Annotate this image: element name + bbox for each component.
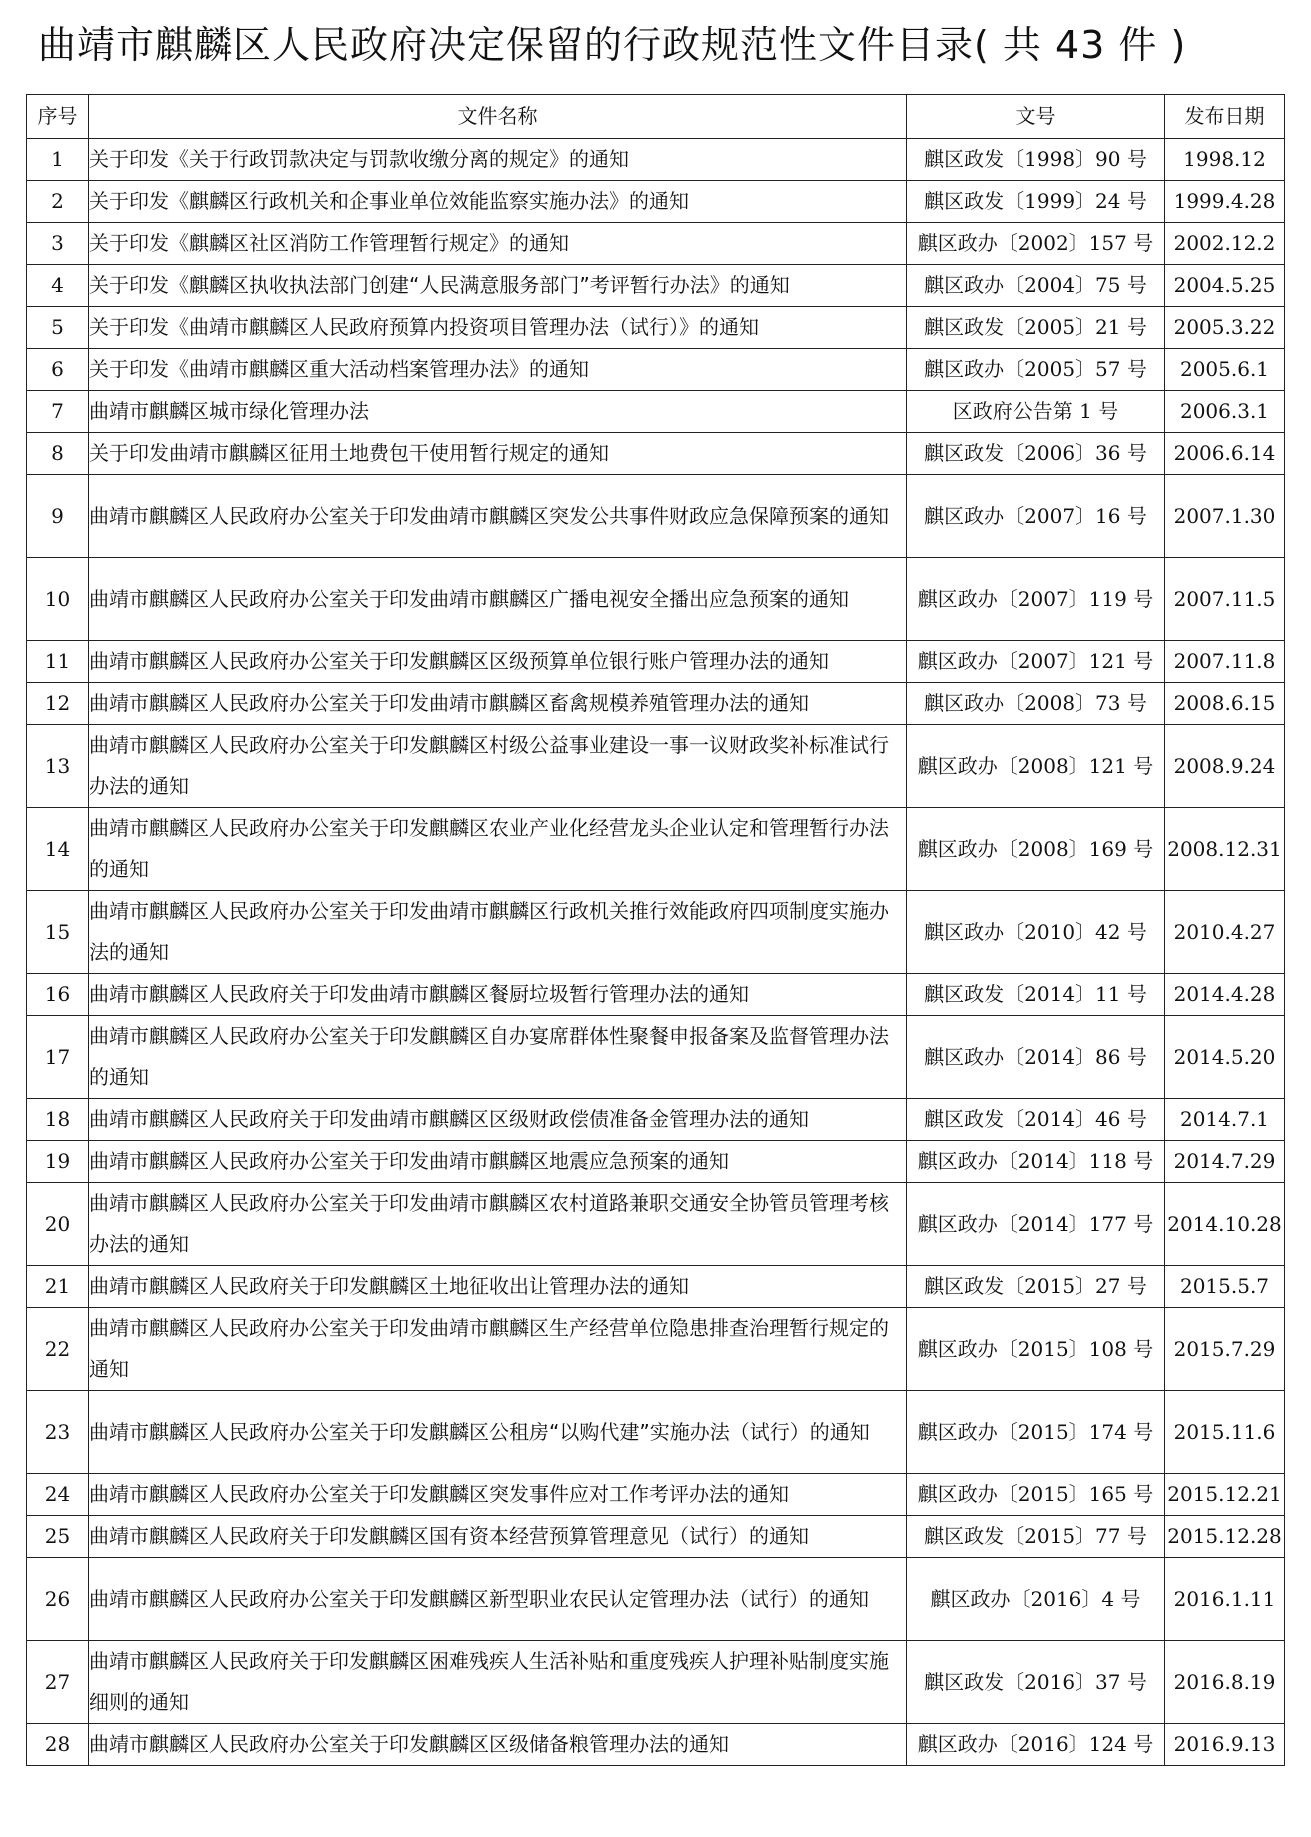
table-row [27,1474,1285,1516]
row-doc-number: 麒区政办〔2015〕174 号 [907,1391,1165,1474]
table-row [27,1183,1285,1266]
table-header-row [27,95,1285,139]
table-row [27,265,1285,307]
table-row [27,223,1285,265]
row-date: 2015.11.6 [1165,1391,1285,1474]
row-seq: 12 [27,683,89,725]
table-row [27,641,1285,683]
row-seq: 10 [27,558,89,641]
row-doc-number: 麒区政发〔1998〕90 号 [907,139,1165,181]
row-file-name: 曲靖市麒麟区人民政府办公室关于印发曲靖市麒麟区生产经营单位隐患排查治理暂行规定的通知 [89,1308,907,1391]
row-doc-number: 麒区政办〔2002〕157 号 [907,223,1165,265]
header-name: 文件名称 [89,95,907,139]
row-file-name: 曲靖市麒麟区人民政府办公室关于印发麒麟区突发事件应对工作考评办法的通知 [89,1474,907,1516]
row-date: 2014.5.20 [1165,1016,1285,1099]
row-seq: 21 [27,1266,89,1308]
row-date: 2008.6.15 [1165,683,1285,725]
table-body [27,139,1285,1766]
row-file-name: 曲靖市麒麟区人民政府办公室关于印发麒麟区公租房“以购代建”实施办法（试行）的通知 [89,1391,907,1474]
row-seq: 5 [27,307,89,349]
table-row [27,433,1285,475]
row-doc-number: 麒区政发〔2014〕46 号 [907,1099,1165,1141]
row-seq: 24 [27,1474,89,1516]
row-date: 2007.11.8 [1165,641,1285,683]
row-file-name: 曲靖市麒麟区人民政府关于印发麒麟区困难残疾人生活补贴和重度残疾人护理补贴制度实施细则的通知 [89,1641,907,1724]
row-file-name: 曲靖市麒麟区人民政府办公室关于印发曲靖市麒麟区畜禽规模养殖管理办法的通知 [89,683,907,725]
row-file-name: 曲靖市麒麟区人民政府关于印发曲靖市麒麟区区级财政偿债准备金管理办法的通知 [89,1099,907,1141]
row-file-name: 曲靖市麒麟区人民政府办公室关于印发麒麟区区级储备粮管理办法的通知 [89,1724,907,1766]
row-date: 2006.3.1 [1165,391,1285,433]
row-doc-number: 麒区政发〔2005〕21 号 [907,307,1165,349]
header-seq: 序号 [27,95,89,139]
row-seq: 25 [27,1516,89,1558]
row-seq: 14 [27,808,89,891]
row-file-name: 曲靖市麒麟区人民政府关于印发曲靖市麒麟区餐厨垃圾暂行管理办法的通知 [89,974,907,1016]
table-row [27,1308,1285,1391]
row-seq: 7 [27,391,89,433]
row-date: 2007.11.5 [1165,558,1285,641]
row-file-name: 曲靖市麒麟区人民政府关于印发麒麟区国有资本经营预算管理意见（试行）的通知 [89,1516,907,1558]
row-doc-number: 麒区政办〔2008〕73 号 [907,683,1165,725]
row-date: 1999.4.28 [1165,181,1285,223]
row-doc-number: 麒区政办〔2005〕57 号 [907,349,1165,391]
row-file-name: 关于印发《关于行政罚款决定与罚款收缴分离的规定》的通知 [89,139,907,181]
header-date: 发布日期 [1165,95,1285,139]
row-date: 2008.12.31 [1165,808,1285,891]
row-seq: 22 [27,1308,89,1391]
row-doc-number: 麒区政办〔2015〕165 号 [907,1474,1165,1516]
row-doc-number: 麒区政办〔2014〕86 号 [907,1016,1165,1099]
row-seq: 15 [27,891,89,974]
row-doc-number: 麒区政办〔2008〕121 号 [907,725,1165,808]
table-row [27,725,1285,808]
row-file-name: 关于印发《麒麟区执收执法部门创建“人民满意服务部门”考评暂行办法》的通知 [89,265,907,307]
table-row [27,974,1285,1016]
row-doc-number: 麒区政办〔2014〕118 号 [907,1141,1165,1183]
row-date: 1998.12 [1165,139,1285,181]
row-seq: 3 [27,223,89,265]
table-row [27,307,1285,349]
row-seq: 13 [27,725,89,808]
document-list-table [26,94,1285,1766]
row-seq: 23 [27,1391,89,1474]
row-file-name: 曲靖市麒麟区人民政府办公室关于印发曲靖市麒麟区农村道路兼职交通安全协管员管理考核办法的通知 [89,1183,907,1266]
header-docno: 文号 [907,95,1165,139]
table-row [27,475,1285,558]
row-file-name: 关于印发《曲靖市麒麟区人民政府预算内投资项目管理办法（试行）》的通知 [89,307,907,349]
row-file-name: 曲靖市麒麟区人民政府办公室关于印发曲靖市麒麟区地震应急预案的通知 [89,1141,907,1183]
row-file-name: 曲靖市麒麟区人民政府办公室关于印发麒麟区农业产业化经营龙头企业认定和管理暂行办法的通知 [89,808,907,891]
row-doc-number: 麒区政办〔2007〕119 号 [907,558,1165,641]
row-seq: 4 [27,265,89,307]
table-row [27,391,1285,433]
row-date: 2015.5.7 [1165,1266,1285,1308]
table-row [27,1099,1285,1141]
row-date: 2016.1.11 [1165,1558,1285,1641]
row-doc-number: 区政府公告第 1 号 [907,391,1165,433]
table-row [27,1558,1285,1641]
row-doc-number: 麒区政发〔1999〕24 号 [907,181,1165,223]
row-seq: 8 [27,433,89,475]
row-date: 2005.3.22 [1165,307,1285,349]
table-row [27,558,1285,641]
row-file-name: 关于印发《麒麟区行政机关和企事业单位效能监察实施办法》的通知 [89,181,907,223]
row-file-name: 关于印发《曲靖市麒麟区重大活动档案管理办法》的通知 [89,349,907,391]
row-doc-number: 麒区政办〔2008〕169 号 [907,808,1165,891]
row-seq: 9 [27,475,89,558]
row-file-name: 曲靖市麒麟区城市绿化管理办法 [89,391,907,433]
table-row [27,349,1285,391]
row-date: 2006.6.14 [1165,433,1285,475]
table-row [27,181,1285,223]
row-doc-number: 麒区政发〔2014〕11 号 [907,974,1165,1016]
row-date: 2014.7.29 [1165,1141,1285,1183]
row-doc-number: 麒区政办〔2014〕177 号 [907,1183,1165,1266]
row-seq: 1 [27,139,89,181]
table-row [27,1141,1285,1183]
row-doc-number: 麒区政发〔2016〕37 号 [907,1641,1165,1724]
row-date: 2014.4.28 [1165,974,1285,1016]
row-file-name: 曲靖市麒麟区人民政府办公室关于印发麒麟区新型职业农民认定管理办法（试行）的通知 [89,1558,907,1641]
row-date: 2015.12.28 [1165,1516,1285,1558]
row-doc-number: 麒区政办〔2016〕124 号 [907,1724,1165,1766]
row-date: 2014.7.1 [1165,1099,1285,1141]
row-seq: 26 [27,1558,89,1641]
table-row [27,1724,1285,1766]
row-seq: 18 [27,1099,89,1141]
table-row [27,1641,1285,1724]
table-row [27,1266,1285,1308]
row-seq: 20 [27,1183,89,1266]
row-doc-number: 麒区政办〔2004〕75 号 [907,265,1165,307]
row-file-name: 曲靖市麒麟区人民政府办公室关于印发麒麟区村级公益事业建设一事一议财政奖补标准试行办法的通知 [89,725,907,808]
row-doc-number: 麒区政办〔2016〕4 号 [907,1558,1165,1641]
row-date: 2010.4.27 [1165,891,1285,974]
table-row [27,139,1285,181]
row-doc-number: 麒区政办〔2007〕16 号 [907,475,1165,558]
row-file-name: 曲靖市麒麟区人民政府办公室关于印发曲靖市麒麟区广播电视安全播出应急预案的通知 [89,558,907,641]
row-file-name: 曲靖市麒麟区人民政府办公室关于印发曲靖市麒麟区突发公共事件财政应急保障预案的通知 [89,475,907,558]
row-date: 2014.10.28 [1165,1183,1285,1266]
row-seq: 11 [27,641,89,683]
row-file-name: 曲靖市麒麟区人民政府办公室关于印发麒麟区区级预算单位银行账户管理办法的通知 [89,641,907,683]
row-date: 2015.12.21 [1165,1474,1285,1516]
page-title: 曲靖市麒麟区人民政府决定保留的行政规范性文件目录( 共 43 件 ) [38,23,1187,67]
table-row [27,1391,1285,1474]
row-date: 2007.1.30 [1165,475,1285,558]
row-seq: 2 [27,181,89,223]
row-file-name: 关于印发曲靖市麒麟区征用土地费包干使用暂行规定的通知 [89,433,907,475]
table-row [27,808,1285,891]
table-row [27,683,1285,725]
table-row [27,1516,1285,1558]
row-file-name: 曲靖市麒麟区人民政府办公室关于印发麒麟区自办宴席群体性聚餐申报备案及监督管理办法的通知 [89,1016,907,1099]
row-seq: 28 [27,1724,89,1766]
row-date: 2016.8.19 [1165,1641,1285,1724]
row-file-name: 曲靖市麒麟区人民政府关于印发麒麟区土地征收出让管理办法的通知 [89,1266,907,1308]
row-doc-number: 麒区政办〔2015〕108 号 [907,1308,1165,1391]
row-doc-number: 麒区政办〔2010〕42 号 [907,891,1165,974]
row-seq: 17 [27,1016,89,1099]
row-date: 2005.6.1 [1165,349,1285,391]
row-date: 2015.7.29 [1165,1308,1285,1391]
row-doc-number: 麒区政发〔2015〕77 号 [907,1516,1165,1558]
row-date: 2016.9.13 [1165,1724,1285,1766]
row-doc-number: 麒区政办〔2007〕121 号 [907,641,1165,683]
table-row [27,891,1285,974]
table-row [27,1016,1285,1099]
row-date: 2004.5.25 [1165,265,1285,307]
row-file-name: 关于印发《麒麟区社区消防工作管理暂行规定》的通知 [89,223,907,265]
row-date: 2002.12.2 [1165,223,1285,265]
row-seq: 16 [27,974,89,1016]
row-doc-number: 麒区政发〔2015〕27 号 [907,1266,1165,1308]
row-seq: 19 [27,1141,89,1183]
row-doc-number: 麒区政发〔2006〕36 号 [907,433,1165,475]
row-file-name: 曲靖市麒麟区人民政府办公室关于印发曲靖市麒麟区行政机关推行效能政府四项制度实施办法的通知 [89,891,907,974]
row-seq: 27 [27,1641,89,1724]
row-date: 2008.9.24 [1165,725,1285,808]
row-seq: 6 [27,349,89,391]
